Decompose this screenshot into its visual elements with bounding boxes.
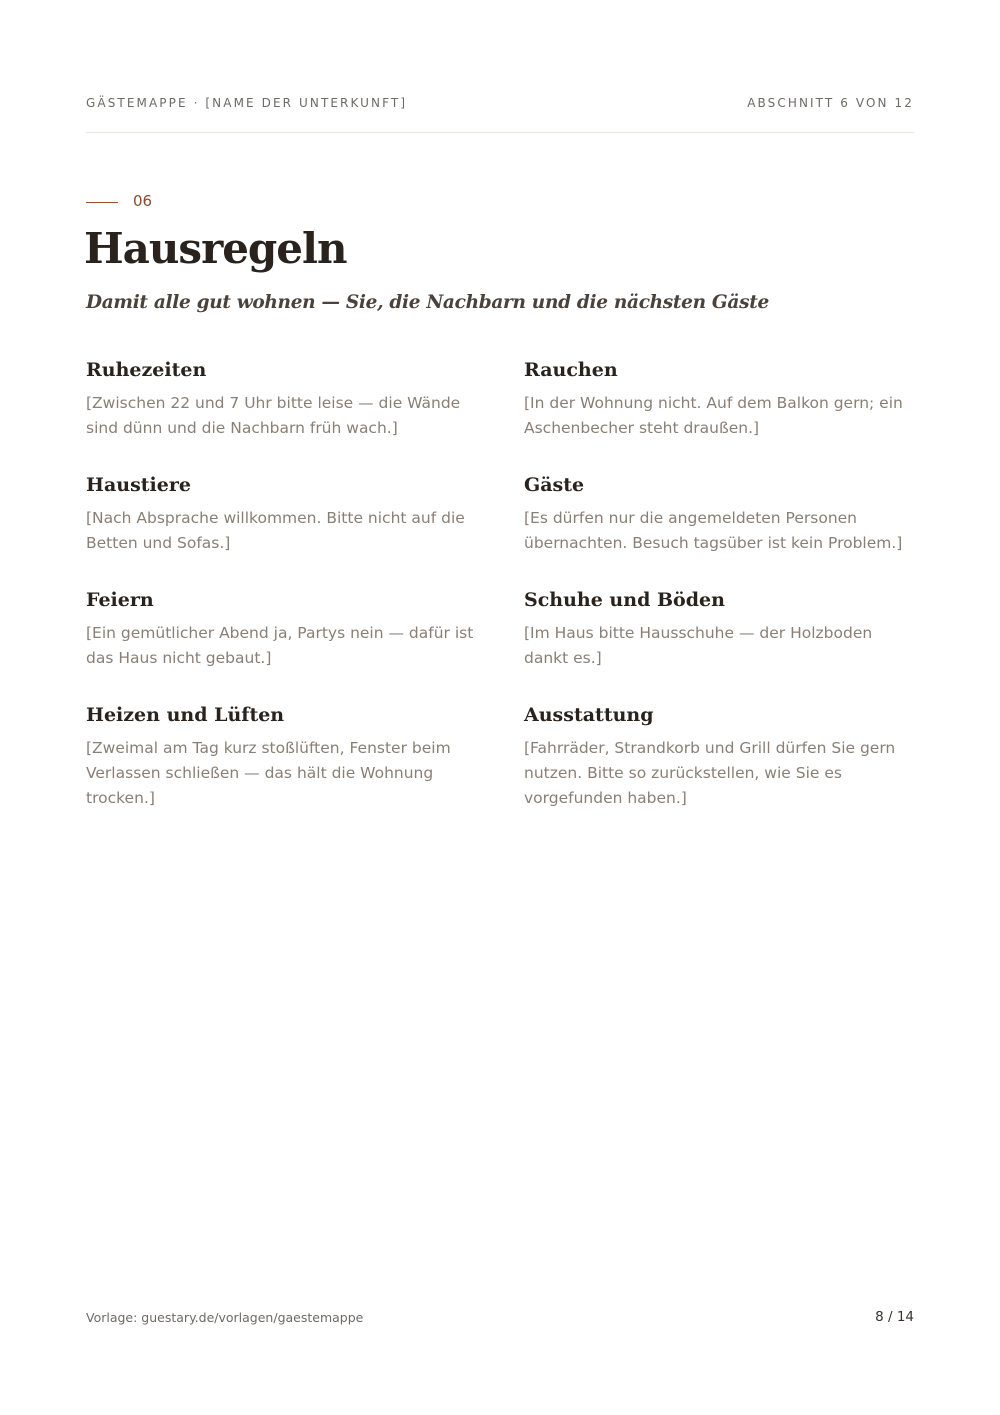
rule-item-rauchen bbox=[524, 358, 916, 441]
header-section-indicator: ABSCHNITT 6 VON 12 bbox=[747, 96, 914, 110]
rule-text: [Ein gemütlicher Abend ja, Partys nein — dafür ist das Haus nicht gebaut.] bbox=[86, 624, 474, 667]
rule-title: Gäste bbox=[524, 474, 585, 496]
footer-template-credit: Vorlage: guestary.de/vorlagen/gaestemappe bbox=[86, 1310, 364, 1325]
rule-title: Ruhezeiten bbox=[86, 359, 207, 381]
rule-item-schuhe-und-boeden bbox=[524, 588, 916, 671]
rule-text: [Zweimal am Tag kurz stoßlüften, Fenster beim Verlassen schließen — das hält die Wohnung trocken.] bbox=[86, 739, 451, 807]
rule-item-gaeste bbox=[524, 473, 916, 556]
rule-text: [Es dürfen nur die angemeldeten Personen übernachten. Besuch tagsüber ist kein Problem.] bbox=[524, 509, 903, 552]
header-document-title: GÄSTEMAPPE · [NAME DER UNTERKUNFT] bbox=[86, 96, 408, 110]
section-number-label: 06 bbox=[133, 192, 153, 210]
rule-title: Haustiere bbox=[86, 474, 191, 496]
section-accent-rule bbox=[86, 202, 118, 203]
rule-title: Rauchen bbox=[524, 359, 618, 381]
page-title: Hausregeln bbox=[84, 224, 347, 273]
page-header bbox=[86, 96, 914, 133]
rule-title: Feiern bbox=[86, 589, 154, 611]
rule-item-ausstattung bbox=[524, 703, 916, 811]
rule-text: [Im Haus bitte Hausschuhe — der Holzboden dankt es.] bbox=[524, 624, 873, 667]
rule-item-ruhezeiten bbox=[86, 358, 478, 441]
rule-item-feiern bbox=[86, 588, 478, 671]
rule-title: Schuhe und Böden bbox=[524, 589, 725, 611]
rule-title: Ausstattung bbox=[524, 704, 654, 726]
rule-title: Heizen und Lüften bbox=[86, 704, 285, 726]
rule-text: [Zwischen 22 und 7 Uhr bitte leise — die Wände sind dünn und die Nachbarn früh wach.] bbox=[86, 394, 461, 437]
rule-item-haustiere bbox=[86, 473, 478, 556]
rule-text: [Fahrräder, Strandkorb und Grill dürfen Sie gern nutzen. Bitte so zurückstellen, wie Sie es vorgefunden haben.] bbox=[524, 739, 896, 807]
rule-item-heizen-und-lueften bbox=[86, 703, 478, 811]
rule-text: [Nach Absprache willkommen. Bitte nicht auf die Betten und Sofas.] bbox=[86, 509, 465, 552]
page-subtitle: Damit alle gut wohnen — Sie, die Nachbarn und die nächsten Gäste bbox=[86, 292, 769, 313]
page-number: 8 / 14 bbox=[875, 1309, 914, 1325]
rule-text: [In der Wohnung nicht. Auf dem Balkon gern; ein Aschenbecher steht draußen.] bbox=[524, 394, 903, 437]
